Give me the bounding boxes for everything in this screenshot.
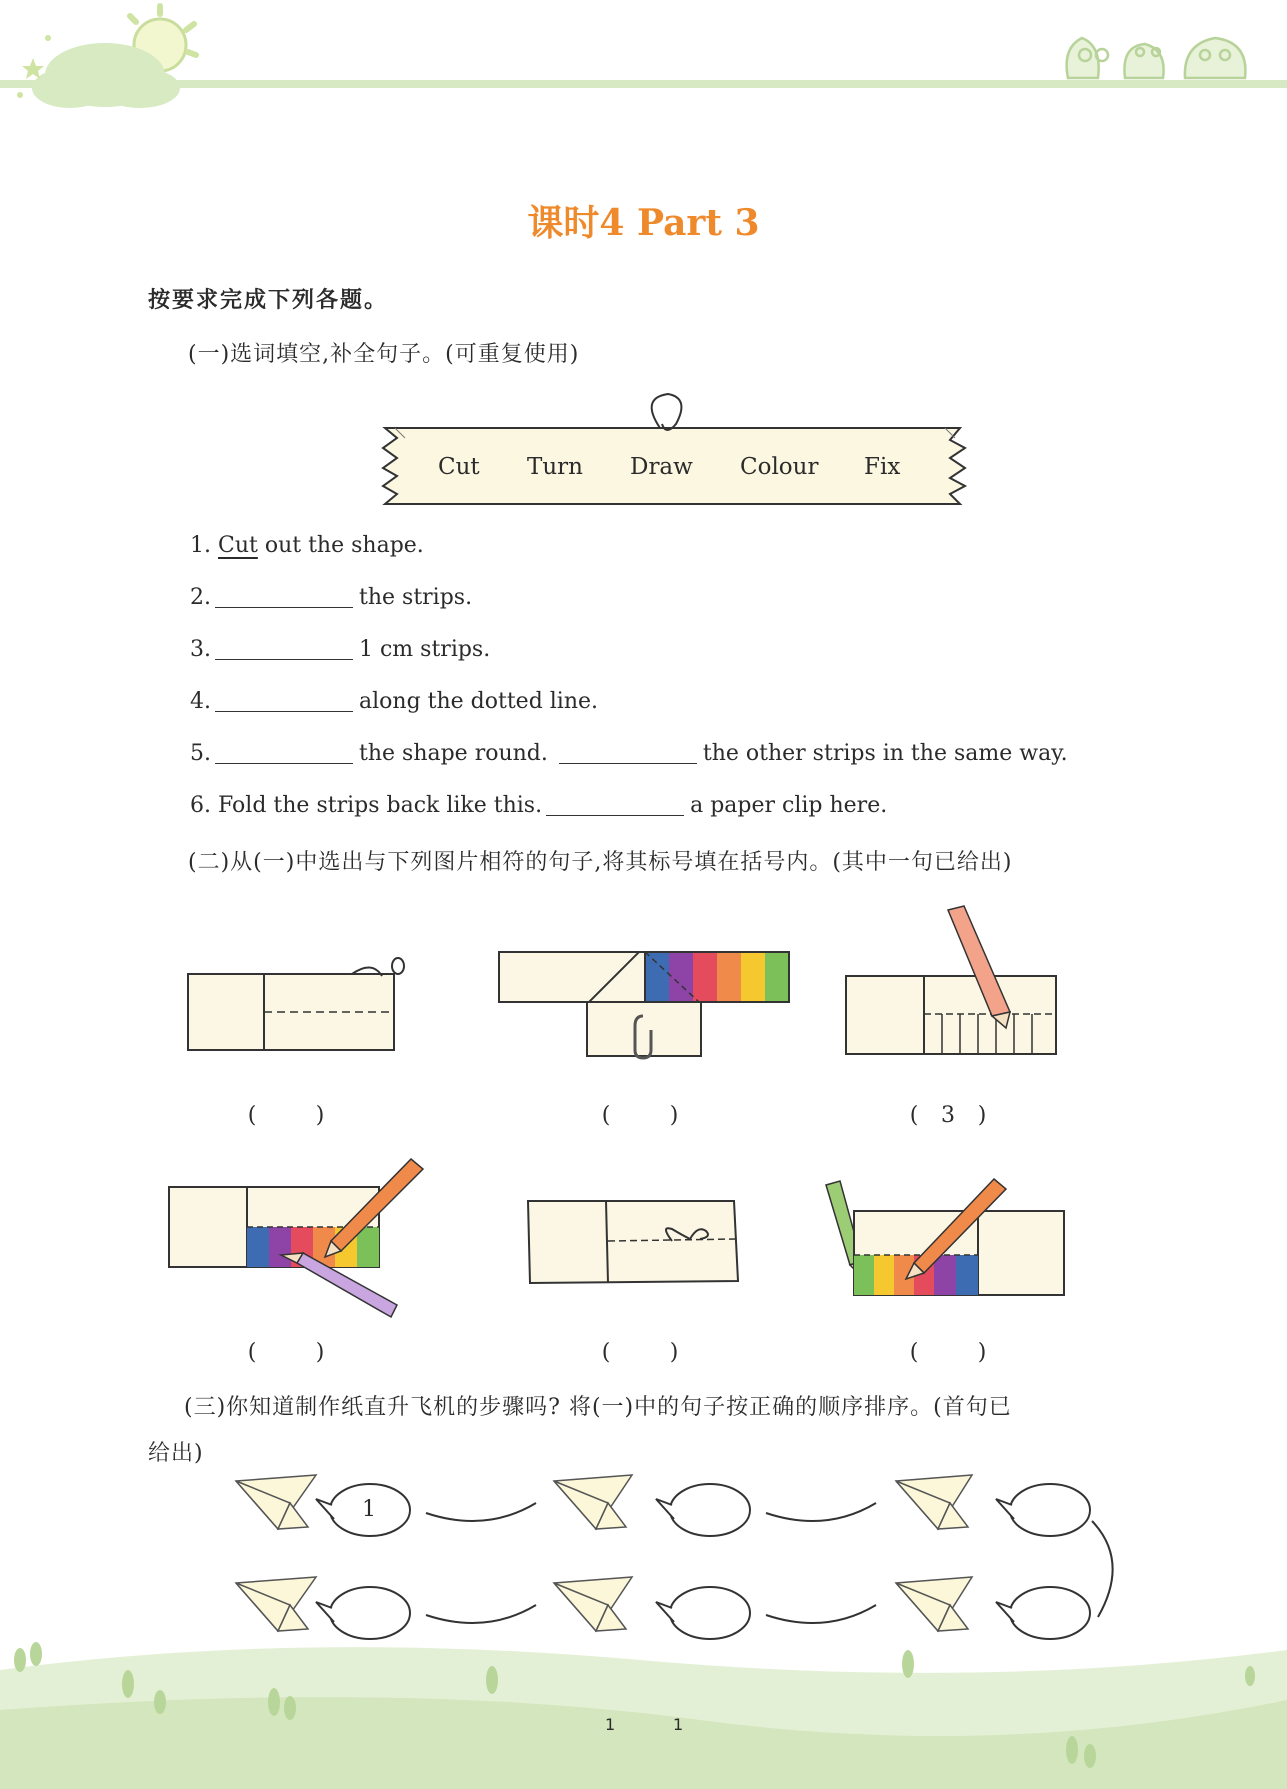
sentence-5: 5. the shape round. the other strips in the same way. — [190, 741, 1068, 766]
word-colour: Colour — [740, 454, 819, 480]
answer-blank[interactable] — [215, 637, 353, 660]
answer-blank[interactable] — [215, 585, 353, 608]
speech-bubble — [656, 1484, 750, 1536]
answer-paren-5[interactable]: ( ) — [601, 1340, 679, 1365]
sentence-6: 6. Fold the strips back like this. a paper clip here. — [190, 793, 888, 818]
animal-friends-icon — [1067, 38, 1246, 78]
answer-paren-1[interactable]: ( ) — [247, 1103, 325, 1128]
picture-colour-strips-pencils — [165, 1155, 435, 1330]
speech-bubble — [996, 1484, 1090, 1536]
answer-blank[interactable] — [546, 793, 684, 816]
footer-landscape — [0, 1630, 1287, 1789]
instruction: 按要求完成下列各题。 — [148, 288, 389, 313]
answer-paren-4[interactable]: ( ) — [247, 1340, 325, 1365]
paper-plane-icon — [236, 1475, 316, 1529]
paper-plane-icon — [896, 1475, 972, 1529]
picture-cut-dotted-line — [520, 1185, 765, 1295]
picture-folded-strips-clip — [495, 940, 795, 1070]
sequence-diagram — [220, 1465, 1130, 1640]
picture-draw-strips-pencil — [840, 900, 1070, 1060]
sentence-4: 4. along the dotted line. — [190, 689, 599, 714]
sentence-1-answer: Cut — [218, 533, 258, 558]
header-decoration — [0, 0, 1287, 120]
word-banner — [375, 388, 975, 513]
sentence-1: 1. Cut out the shape. — [190, 533, 424, 558]
word-turn: Turn — [527, 454, 583, 480]
picture-fix-clip-dotted — [180, 950, 420, 1060]
paper-plane-icon — [236, 1577, 316, 1631]
answer-blank[interactable] — [215, 689, 353, 712]
sentence-2: 2. the strips. — [190, 585, 473, 610]
section3-heading-line2: 给出) — [148, 1441, 204, 1466]
answer-paren-2[interactable]: ( ) — [601, 1103, 679, 1128]
section2-heading: (二)从(一)中选出与下列图片相符的句子,将其标号填在括号内。(其中一句已给出) — [188, 850, 1013, 875]
paper-plane-icon — [554, 1577, 632, 1631]
paper-plane-icon — [554, 1475, 632, 1529]
page-number-right: 1 — [673, 1715, 684, 1734]
answer-paren-3[interactable]: ( 3 ) — [909, 1103, 987, 1128]
sentence-3: 3. 1 cm strips. — [190, 637, 491, 662]
page-title: 课时4 Part 3 — [527, 202, 760, 244]
picture-colour-other-strips — [820, 1175, 1070, 1315]
paper-plane-icon — [896, 1577, 972, 1631]
answer-blank[interactable] — [559, 741, 697, 764]
word-fix: Fix — [864, 454, 901, 480]
word-cut: Cut — [438, 454, 480, 480]
section1-heading: (一)选词填空,补全句子。(可重复使用) — [188, 342, 580, 367]
answer-paren-6[interactable]: ( ) — [909, 1340, 987, 1365]
answer-blank[interactable] — [215, 741, 353, 764]
word-draw: Draw — [630, 454, 693, 480]
sequence-first-answer: 1 — [362, 1497, 376, 1522]
section3-heading-line1: (三)你知道制作纸直升飞机的步骤吗? 将(一)中的句子按正确的顺序排序。(首句已 — [184, 1395, 1012, 1420]
page-number-left: 1 — [605, 1715, 616, 1734]
